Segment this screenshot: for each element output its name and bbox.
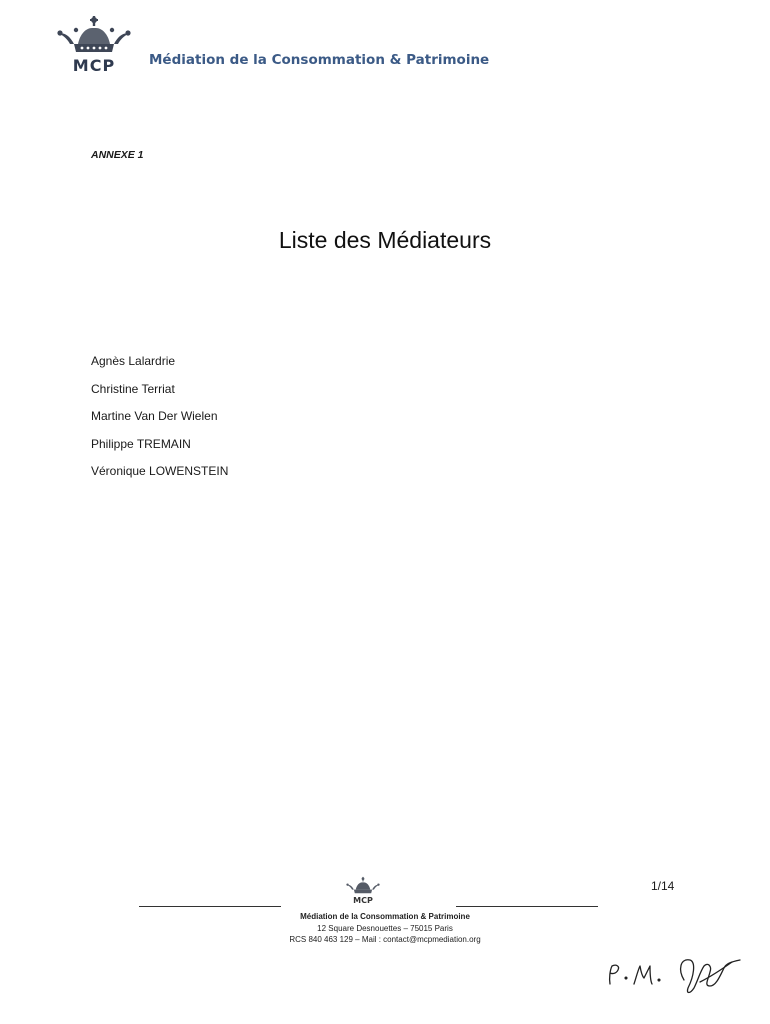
mediator-list [91,352,228,490]
page-number: 1/14 [651,879,675,893]
mediator-name: Philippe TREMAIN [91,436,191,451]
document-title: Liste des Médiateurs [278,227,492,253]
footer-rule-left [139,906,281,907]
annex-label: ANNEXE 1 [91,149,144,161]
crown-icon [344,876,382,896]
mediator-name: Martine Van Der Wielen [91,409,218,423]
handwritten-signature [600,952,750,1002]
logo-text: MCP [72,56,116,75]
crown-icon [56,14,132,58]
mediator-name: Agnès Lalardrie [91,354,176,368]
mcp-logo [56,14,132,76]
mediator-name: Véronique LOWENSTEIN [91,464,229,478]
footer-logo-text: MCP [353,896,373,905]
mediator-name: Christine Terriat [91,381,175,396]
footer-logo [344,876,382,906]
footer-rule-right [456,906,598,907]
footer-org-name: Médiation de la Consommation & Patrimoine [300,912,470,921]
footer-rcs-mail: RCS 840 463 129 – Mail : contact@mcpmediation.org [289,935,481,944]
footer-address: 12 Square Desnouettes – 75015 Paris [317,923,453,933]
footer-address-block [0,911,770,946]
header-title: Médiation de la Consommation & Patrimoine [149,52,490,68]
